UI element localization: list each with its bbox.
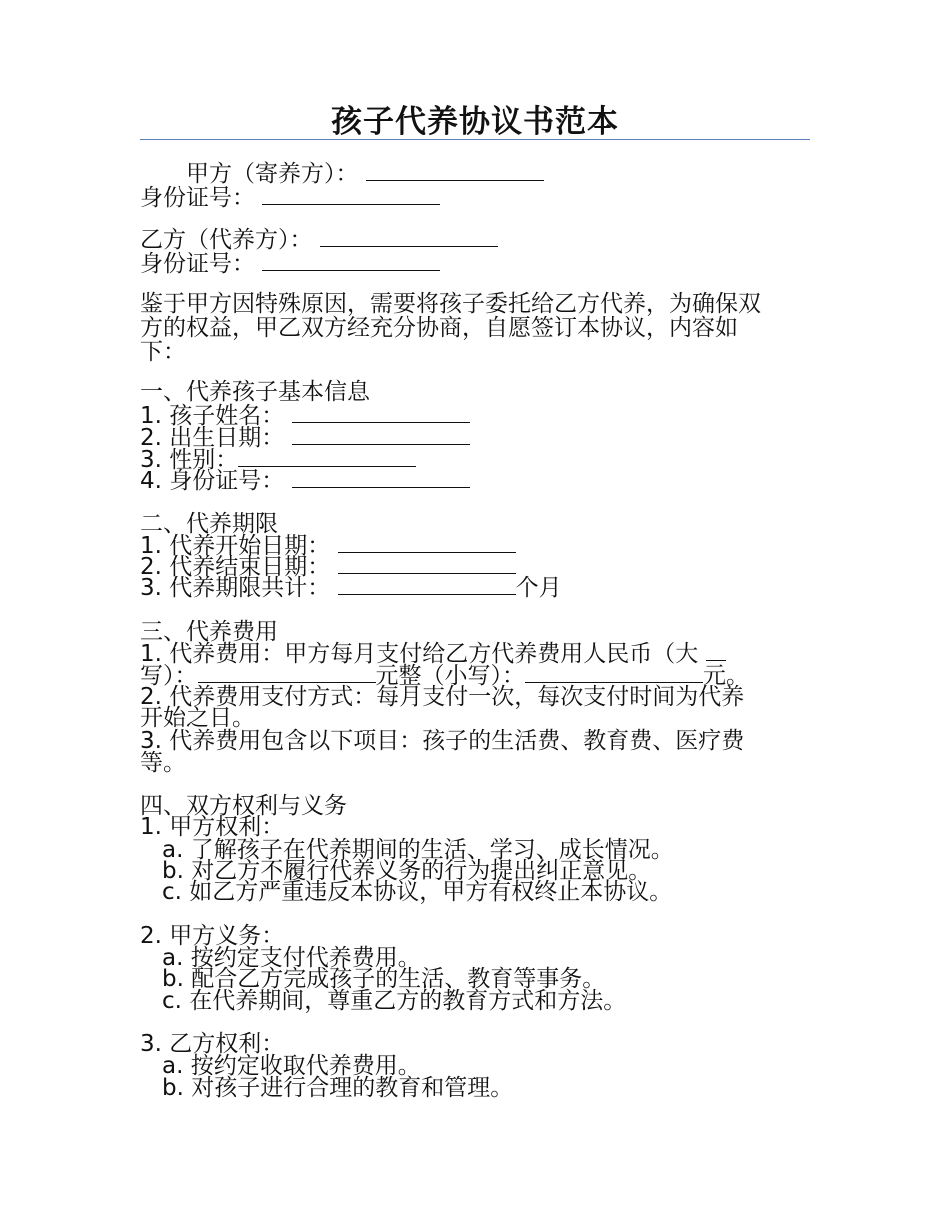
party-a-rights-label: 1. 甲方权利： [140,814,285,840]
end-date-blank [338,555,516,574]
item-label: 3. 代养期限共计： [140,575,331,601]
section3-includes-1: 3. 代养费用包含以下项目：孩子的生活费、教育费、医疗费 [140,728,745,754]
party-a-rights-item: c. 如乙方严重违反本协议，甲方有权终止本协议。 [162,879,673,905]
section2-item-3 [140,576,562,600]
section1-item-4 [140,469,470,493]
party-b-rights-label: 3. 乙方权利： [140,1031,285,1057]
party-b-id-blank [262,252,440,271]
party-a-duties-item: a. 按约定支付代养费用。 [162,945,421,971]
party-a-blank [366,162,544,181]
party-a-id-line [140,186,440,210]
section3-payment-1: 2. 代养费用支付方式：每月支付一次，每次支付时间为代养 [140,684,745,710]
party-b-label: 乙方（代养方）： [140,227,313,253]
party-b-id-label: 身份证号： [140,251,255,277]
fee-number-blank [525,664,703,683]
intro-line-2: 方的权益，甲乙双方经充分协商，自愿签订本协议，内容如 [140,315,738,341]
party-b-line [140,228,498,252]
party-a-duties-label: 2. 甲方义务： [140,923,285,949]
party-b-id-line [140,252,440,276]
party-a-label: 甲方（寄养方）： [186,161,359,187]
party-a-rights-item: a. 了解孩子在代养期间的生活、学习、成长情况。 [162,837,674,863]
item-label: 1. 孩子姓名： [140,403,285,429]
party-a-id-label: 身份证号： [140,185,255,211]
party-a-line [186,162,544,186]
document-title: 孩子代养协议书范本 [331,104,619,140]
section1-heading: 一、代养孩子基本信息 [140,379,370,405]
item-label: 2. 代养结束日期： [140,554,331,580]
fee-text: 1. 代养费用：甲方每月支付给乙方代养费用人民币（大 [140,641,699,667]
gender-blank [238,448,416,467]
birth-date-blank [292,426,470,445]
intro-line-1: 鉴于甲方因特殊原因，需要将孩子委托给乙方代养，为确保双 [140,291,761,317]
child-id-blank [292,469,470,488]
fee-capital-blank [198,664,376,683]
party-b-rights-item: b. 对孩子进行合理的教育和管理。 [162,1075,514,1101]
party-a-rights-item: b. 对乙方不履行代养义务的行为提出纠正意见。 [162,858,652,884]
item-label: 4. 身份证号： [140,468,285,494]
fee-text-c: 元。 [703,663,749,689]
party-a-duties-item: b. 配合乙方完成孩子的生活、教育等事务。 [162,966,606,992]
section3-heading: 三、代养费用 [140,619,278,645]
fee-text-a: 写）： [140,663,198,689]
title-underline [140,139,810,140]
child-name-blank [292,404,470,423]
section3-includes-2: 等。 [140,750,186,776]
item-label: 1. 代养开始日期： [140,533,331,559]
item-label: 3. 性别： [140,447,239,473]
intro-line-3: 下： [140,339,186,365]
months-unit: 个月 [515,575,562,601]
start-date-blank [338,534,516,553]
item-label: 2. 出生日期： [140,425,285,451]
duration-blank [338,576,516,595]
party-b-blank [320,228,498,247]
section4-heading: 四、双方权利与义务 [140,793,347,819]
party-b-rights-item: a. 按约定收取代养费用。 [162,1053,421,1079]
section3-payment-2: 开始之日。 [140,705,255,731]
fee-text-b: 元整（小写）： [375,663,525,689]
section2-heading: 二、代养期限 [140,511,278,537]
party-a-duties-item: c. 在代养期间，尊重乙方的教育方式和方法。 [162,988,627,1014]
fee-blank-start [706,642,726,661]
party-a-id-blank [262,186,440,205]
